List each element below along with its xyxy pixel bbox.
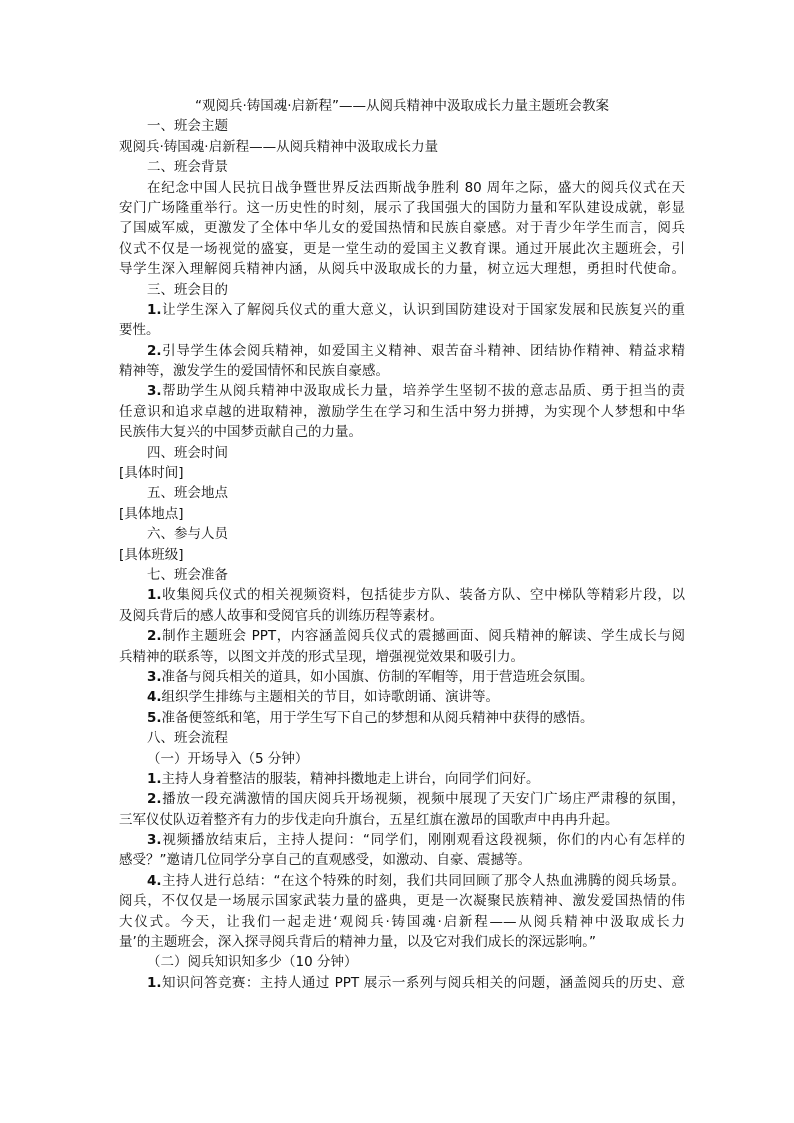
- process-item-cont: 量’的主题班会，深入探寻阅兵背后的精神力量，以及它对我们成长的深远影响。”: [119, 934, 597, 951]
- item-number: 5.: [147, 709, 162, 726]
- background-line: 了国威军威，更激发了全体中华儿女的爱国热情和民族自豪感。对于青少年学生而言，阅兵: [119, 220, 685, 237]
- process-item-cont: 感受？”邀请几位同学分享自己的直观感受，如激动、自豪、震撼等。: [119, 852, 531, 869]
- preparation-item: [119, 626, 685, 646]
- process-item-cont: 三军仪仗队迈着整齐有力的步伐走向升旗台，五星红旗在激昂的国歌声中冉冉升起。: [119, 811, 619, 828]
- item-text: 主持人身着整洁的服装，精神抖擞地走上讲台，向同学们问好。: [161, 770, 540, 787]
- section-heading-location: 五、班会地点: [147, 485, 228, 502]
- background-line: 安门广场隆重举行。这一历史性的时刻，展示了我国强大的国防力量和军队建设成就，彰显: [119, 199, 685, 216]
- item-number: 1.: [147, 587, 162, 604]
- section-heading-participants: 六、参与人员: [147, 526, 228, 543]
- preparation-item: [119, 687, 685, 707]
- theme-text: 观阅兵·铸国魂·启新程——从阅兵精神中汲取成长力量: [119, 138, 439, 155]
- item-number: 1.: [147, 974, 162, 991]
- section-heading-process: 八、班会流程: [147, 730, 228, 747]
- preparation-item: [119, 708, 685, 728]
- item-text: 准备便签纸和笔，用于学生写下自己的梦想和从阅兵精神中获得的感悟。: [161, 709, 594, 726]
- item-text: 让学生深入了解阅兵仪式的重大意义，认识到国防建设对于国家发展和民族复兴的重: [161, 301, 685, 318]
- item-text: 准备与阅兵相关的道具，如小国旗、仿制的军帽等，用于营造班会氛围。: [161, 668, 594, 685]
- purpose-item-cont: 精神等，激发学生的爱国情怀和民族自豪感。: [119, 363, 389, 380]
- purpose-item: [119, 381, 685, 401]
- process-item: [119, 973, 685, 993]
- background-line: 仪式不仅是一场视觉的盛宴，更是一堂生动的爱国主义教育课。通过开展此次主题班会，引: [119, 240, 685, 257]
- item-number: 2.: [147, 342, 162, 359]
- item-text: 主持人进行总结：“在这个特殊的时刻，我们共同回顾了那令人热血沸腾的阅兵场景。: [161, 872, 685, 889]
- preparation-item: [119, 667, 685, 687]
- background-line: 导学生深入理解阅兵精神内涵，从阅兵中汲取成长的力量，树立远大理想，勇担时代使命。: [119, 261, 685, 278]
- background-line: 在纪念中国人民抗日战争暨世界反法西斯战争胜利 80 周年之际，盛大的阅兵仪式在天: [147, 179, 685, 196]
- section-heading-theme: 一、班会主题: [147, 118, 228, 135]
- process-item: [119, 830, 685, 850]
- item-text: 帮助学生从阅兵精神中汲取成长力量，培养学生坚韧不拔的意志品质、勇于担当的责: [161, 383, 685, 400]
- purpose-item-cont: 要性。: [119, 322, 160, 339]
- item-text: 收集阅兵仪式的相关视频资料，包括徒步方队、装备方队、空中梯队等精彩片段，以: [161, 587, 685, 604]
- item-number: 2.: [147, 628, 162, 645]
- item-text: 制作主题班会 PPT，内容涵盖阅兵仪式的震撼画面、阅兵精神的解读、学生成长与阅: [161, 628, 685, 645]
- item-number: 3.: [147, 383, 162, 400]
- purpose-item-cont: 任意识和追求卓越的进取精神，激励学生在学习和生活中努力拼搏，为实现个人梦想和中华: [119, 403, 685, 420]
- preparation-item: [119, 585, 685, 605]
- process-item: [119, 789, 685, 809]
- subsection-heading-knowledge: （二）阅兵知识知多少（10 分钟）: [147, 954, 358, 971]
- document-title: “观阅兵·铸国魂·启新程”——从阅兵精神中汲取成长力量主题班会教案: [194, 98, 610, 114]
- item-number: 1.: [147, 770, 162, 787]
- process-item-cont: 阅兵，不仅仅是一场展示国家武装力量的盛典，更是一次凝聚民族精神、激发爱国热情的伟: [119, 893, 685, 910]
- item-text: 播放一段充满激情的国庆阅兵开场视频，视频中展现了天安门广场庄严肃穆的氛围，: [161, 791, 685, 808]
- item-text: 知识问答竞赛：主持人通过 PPT 展示一系列与阅兵相关的问题，涵盖阅兵的历史、意: [161, 974, 685, 991]
- item-number: 4.: [147, 689, 162, 706]
- item-text: 视频播放结束后，主持人提问：“同学们，刚刚观看这段视频，你们的内心有怎样的: [161, 832, 685, 849]
- preparation-item-cont: 兵精神的联系等，以图文并茂的形式呈现，增强视觉效果和吸引力。: [119, 648, 524, 665]
- document-page: [119, 96, 685, 993]
- item-number: 2.: [147, 791, 162, 808]
- process-item: [119, 871, 685, 891]
- participants-placeholder: [具体班级]: [119, 546, 184, 563]
- process-item-cont: 大仪式。今天，让我们一起走进‘观阅兵·铸国魂·启新程——从阅兵精神中汲取成长力: [119, 913, 685, 930]
- section-heading-purpose: 三、班会目的: [147, 281, 228, 298]
- item-number: 4.: [147, 872, 162, 889]
- item-text: 引导学生体会阅兵精神，如爱国主义精神、艰苦奋斗精神、团结协作精神、精益求精: [161, 342, 685, 359]
- time-placeholder: [具体时间]: [119, 465, 184, 482]
- section-heading-preparation: 七、班会准备: [147, 566, 228, 583]
- item-text: 组织学生排练与主题相关的节目，如诗歌朗诵、演讲等。: [161, 689, 500, 706]
- item-number: 1.: [147, 301, 162, 318]
- section-heading-background: 二、班会背景: [147, 159, 228, 176]
- item-number: 3.: [147, 832, 162, 849]
- subsection-heading-opening: （一）开场导入（5 分钟）: [147, 750, 309, 767]
- purpose-item: [119, 341, 685, 361]
- purpose-item-cont: 民族伟大复兴的中国梦贡献自己的力量。: [119, 424, 362, 441]
- purpose-item: [119, 300, 685, 320]
- section-heading-time: 四、班会时间: [147, 444, 228, 461]
- process-item: [119, 769, 685, 789]
- preparation-item-cont: 及阅兵背后的感人故事和受阅官兵的训练历程等素材。: [119, 607, 443, 624]
- location-placeholder: [具体地点]: [119, 505, 184, 522]
- item-number: 3.: [147, 668, 162, 685]
